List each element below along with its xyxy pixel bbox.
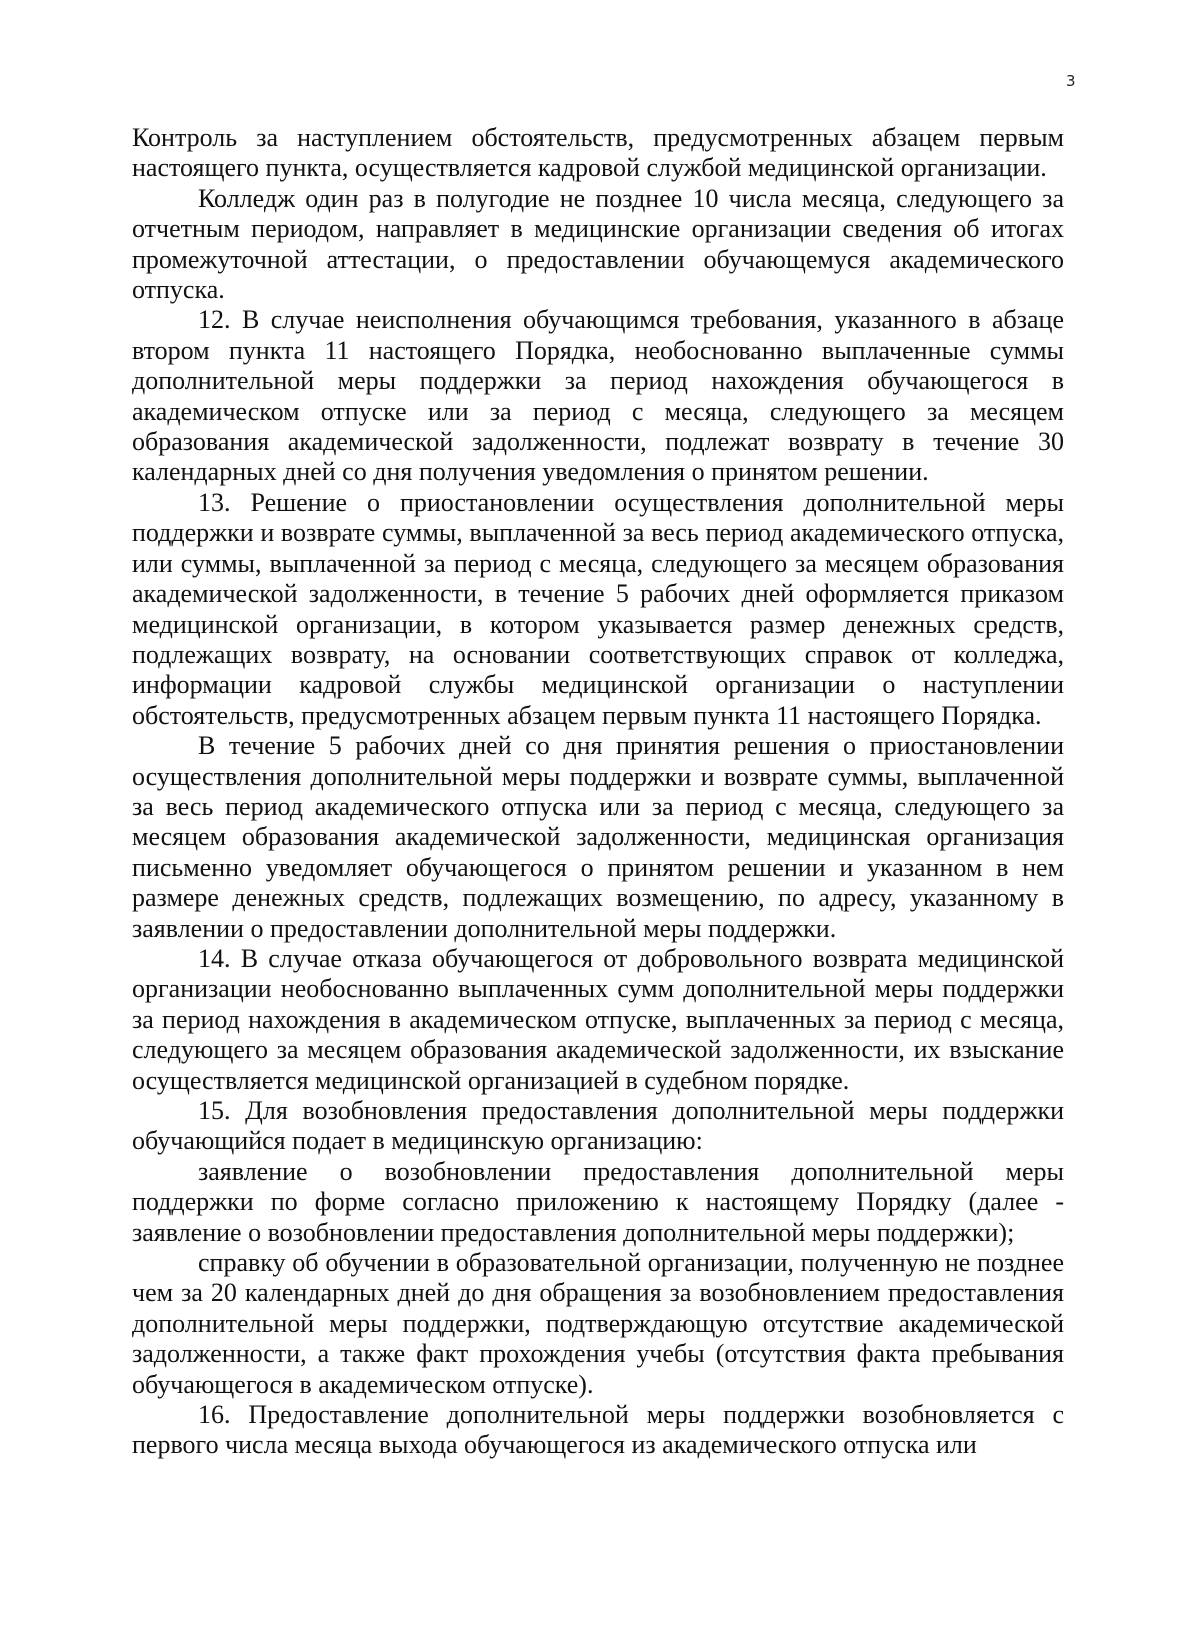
- paragraph-item-15: 15. Для возобновления предоставления дополнительной меры поддержки обучающийся подает в медицинскую организацию:: [132, 1096, 1064, 1156]
- page-number: 3: [1066, 72, 1076, 90]
- paragraph-item-12: 12. В случае неисполнения обучающимся требования, указанного в абзаце втором пункта 11 настоящего Порядка, необоснованно выплаченные суммы дополнительной меры поддержки за период нахождения обучающегося в академическом отпуске или за период с месяца, следующего за месяцем образования академической задолженности, подлежат возврату в течение 30 календарных дней со дня получения уведомления о принятом решении.: [132, 305, 1064, 487]
- paragraph-college-reporting: Колледж один раз в полугодие не позднее 10 числа месяца, следующего за отчетным периодом, направляет в медицинские организации сведения об итогах промежуточной аттестации, о предоставлении обучающемуся академического отпуска.: [132, 183, 1064, 305]
- document-body: [132, 123, 1064, 1461]
- paragraph-notification: В течение 5 рабочих дней со дня принятия решения о приостановлении осуществления дополнительной меры поддержки и возврате суммы, выплаченной за весь период академического отпуска или за период с месяца, следующего за месяцем образования академической задолженности, медицинская организация письменно уведомляет обучающегося о принятом решении и указанном в нем размере денежных средств, подлежащих возмещению, по адресу, указанному в заявлении о предоставлении дополнительной меры поддержки.: [132, 731, 1064, 943]
- paragraph-certificate: справку об обучении в образовательной организации, полученную не позднее чем за 20 календарных дней до дня обращения за возобновлением предоставления дополнительной меры поддержки, подтверждающую отсутствие академической задолженности, а также факт прохождения учебы (отсутствия факта пребывания обучающегося в академическом отпуске).: [132, 1248, 1064, 1399]
- paragraph-item-13: 13. Решение о приостановлении осуществления дополнительной меры поддержки и возврате суммы, выплаченной за весь период академического отпуска, или суммы, выплаченной за период с месяца, следующего за месяцем образования академической задолженности, в течение 5 рабочих дней оформляется приказом медицинской организации, в котором указывается размер денежных средств, подлежащих возврату, на основании соответствующих справок от колледжа, информации кадровой службы медицинской организации о наступлении обстоятельств, предусмотренных абзацем первым пункта 11 настоящего Порядка.: [132, 487, 1064, 730]
- paragraph-control: Контроль за наступлением обстоятельств, предусмотренных абзацем первым настоящего пункта, осуществляется кадровой службой медицинской организации.: [132, 123, 1064, 183]
- paragraph-item-16: 16. Предоставление дополнительной меры поддержки возобновляется с первого числа месяца выхода обучающегося из академического отпуска или: [132, 1400, 1064, 1460]
- paragraph-application: заявление о возобновлении предоставления дополнительной меры поддержки по форме согласно приложению к настоящему Порядку (далее - заявление о возобновлении предоставления дополнительной меры поддержки);: [132, 1156, 1064, 1247]
- paragraph-item-14: 14. В случае отказа обучающегося от добровольного возврата медицинской организации необоснованно выплаченных сумм дополнительной меры поддержки за период нахождения в академическом отпуске, выплаченных за период с месяца, следующего за месяцем образования академической задолженности, их взыскание осуществляется медицинской организацией в судебном порядке.: [132, 943, 1064, 1095]
